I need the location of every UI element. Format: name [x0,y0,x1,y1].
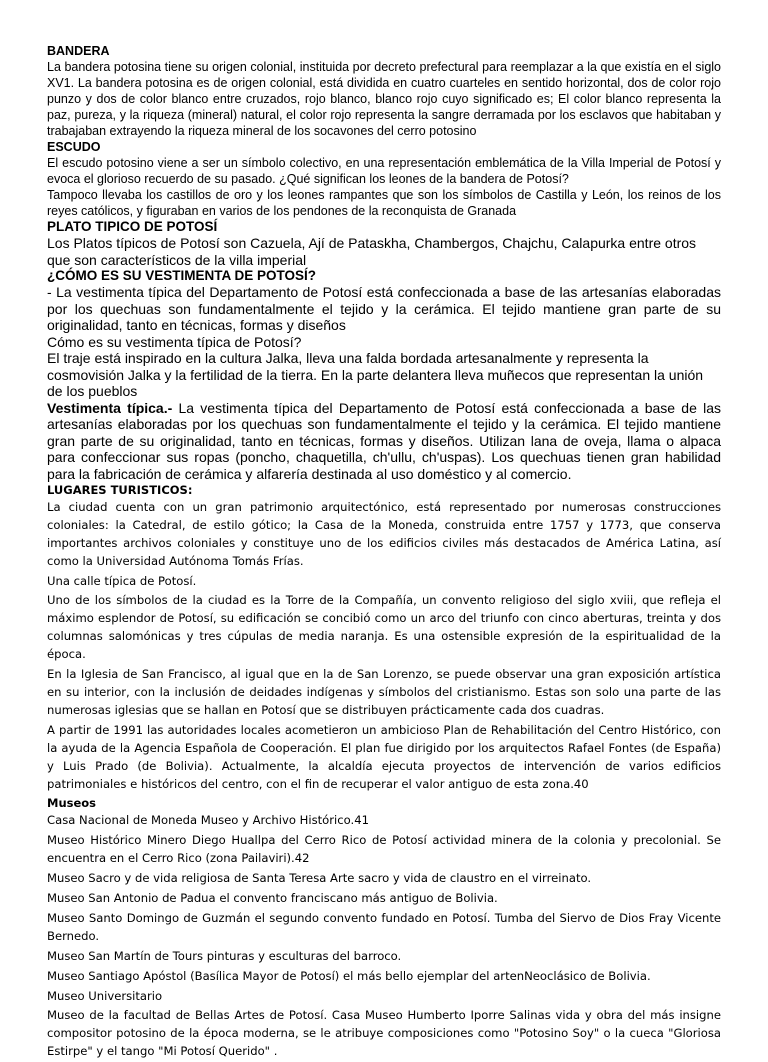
bandera-heading: BANDERA [47,44,110,58]
vestimenta-paragraph-3 [47,400,721,483]
vestimenta-question: Cómo es su vestimenta típica de Potosí? [47,333,302,350]
museo-item: Museo Santiago Apóstol (Basílica Mayor de Potosí) el más bello ejemplar del artenNeoclásico de Bolivia. [47,969,651,983]
vestimenta-paragraph-3-text: La vestimenta típica del Departamento de Potosí está confeccionada a base de las artesanías elaboradas por los quechuas son fundamentalmente el tejido y la cerámica. El tejido mantiene gran parte de su originalidad, tanto en técnicas, formas y diseños. Utilizan lana de oveja, llama o alpaca para confeccionar sus ropas (poncho, chaquetilla, ch'ullu, ch'uspas). Los quechuas tienen gran habilidad para la fabricación de cerámica y alfarería destinada al uso doméstico y al comercio. [47,399,721,482]
museo-item: Museo Sacro y de vida religiosa de Santa Teresa Arte sacro y vida de claustro en el virreinato. [47,871,592,885]
document-page [47,43,721,1062]
museo-item: Museo de la facultad de Bellas Artes de Potosí. Casa Museo Humberto Iporre Salinas vida y obra del más insigne compositor potosino de la época moderna, se le atribuye composiciones como "Potosino Soy" o la cueca "Gloriosa Estirpe" y el tango "Mi Potosí Querido" . [47,1008,721,1058]
lugares-paragraph-3: Uno de los símbolos de la ciudad es la Torre de la Compañía, un convento religioso del siglo xviii, que refleja el máximo esplendor de Potosí, su edificación se concibió como un arco del triunfo con cinco aberturas, treinta y dos columnas salomónicas y tres cúpulas de media naranja. Es una ostensible expresión de la espiritualidad de la época. [47,593,721,661]
museos-heading: Museos [47,796,97,810]
vestimenta-paragraph-2: El traje está inspirado en la cultura Jalka, lleva una falda bordada artesanalmente y representa la cosmovisión Jalka y la fertilidad de la tierra. En la parte delantera lleva muñecos que representan la unión de los pueblos [47,350,704,399]
plato-heading: PLATO TIPICO DE POTOSÍ [47,219,218,234]
museo-item: Museo Santo Domingo de Guzmán el segundo convento fundado en Potosí. Tumba del Siervo de Dios Fray Vicente Bernedo. [47,911,721,943]
vestimenta-heading: ¿CÓMO ES SU VESTIMENTA DE POTOSÍ? [47,268,317,283]
lugares-paragraph-1: La ciudad cuenta con un gran patrimonio arquitectónico, está representado por numerosas construcciones coloniales: la Catedral, de estilo gótico; la Casa de la Moneda, construida entre 1757 y 1773, que conserva importantes archivos coloniales y constituye uno de los edificios civiles más destacados de América Latina, así como la Universidad Autónoma Tomás Frías. [47,500,721,568]
plato-paragraph: Los Platos típicos de Potosí son Cazuela, Ají de Pataskha, Chambergos, Chajchu, Calapurka entre otros que son característicos de la villa imperial [47,235,697,268]
vestimenta-paragraph-1: - La vestimenta típica del Departamento de Potosí está confeccionada a base de las artesanías elaboradas por los quechuas son fundamentalmente el tejido y la cerámica. El tejido mantiene gran parte de su originalidad, tanto en técnicas, formas y diseños [47,284,721,333]
museo-item: Museo San Martín de Tours pinturas y esculturas del barroco. [47,949,402,963]
vestimenta-label: Vestimenta típica.- [47,399,173,416]
museo-item: Casa Nacional de Moneda Museo y Archivo Histórico.41 [47,813,369,827]
bandera-paragraph: La bandera potosina tiene su origen colonial, instituida por decreto prefectural para reemplazar a la que existía en el siglo XV1. La bandera potosina es de origen colonial, está dividida en cuatro cuarteles en sentido horizontal, dos de color rojo punzo y dos de color blanco entre cruzados, rojo blanco, blanco rojo cuyo significado es; El color blanco representa la paz, pureza, y la riqueza (mineral) natural, el color rojo representa la sangre derramada por los esclavos que habitaban y trabajaban extrayendo la riqueza mineral de los socavones del cerro potosino [47,60,721,138]
escudo-heading: ESCUDO [47,140,101,154]
museo-item: Museo Histórico Minero Diego Huallpa del Cerro Rico de Potosí actividad minera de la colonia y precolonial. Se encuentra en el Cerro Rico (zona Pailaviri).42 [47,833,721,865]
museo-item: Museo Universitario [47,989,163,1003]
lugares-paragraph-2: Una calle típica de Potosí. [47,574,197,588]
lugares-paragraph-5: A partir de 1991 las autoridades locales acometieron un ambicioso Plan de Rehabilitación del Centro Histórico, con la ayuda de la Agencia Española de Cooperación. El plan fue dirigido por los arquitectos Rafael Fontes (de España) y Luis Prado (de Bolivia). Actualmente, la alcaldía ejecuta proyectos de intervención de varios edificios patrimoniales e históricos del centro, con el fin de recuperar el valor antiguo de esta zona.40 [47,723,721,791]
escudo-paragraph-1: El escudo potosino viene a ser un símbolo colectivo, en una representación emblemática de la Villa Imperial de Potosí y evoca el glorioso recuerdo de su pasado. ¿Qué significan los leones de la bandera de Potosí? [47,156,721,186]
lugares-paragraph-4: En la Iglesia de San Francisco, al igual que en la de San Lorenzo, se puede observar una gran exposición artística en su interior, con la inclusión de deidades indígenas y símbolos del cristianismo. Estas son solo una parte de las numerosas iglesias que se hallan en Potosí que se distribuyen prácticamente cada dos cuadras. [47,667,721,717]
escudo-paragraph-2: Tampoco llevaba los castillos de oro y los leones rampantes que son los símbolos de Castilla y León, los reinos de los reyes católicos, y figuraban en varios de los pendones de la reconquista de Granada [47,188,721,218]
lugares-heading: LUGARES TURISTICOS: [47,483,193,497]
museo-item: Museo San Antonio de Padua el convento franciscano más antiguo de Bolivia. [47,891,498,905]
